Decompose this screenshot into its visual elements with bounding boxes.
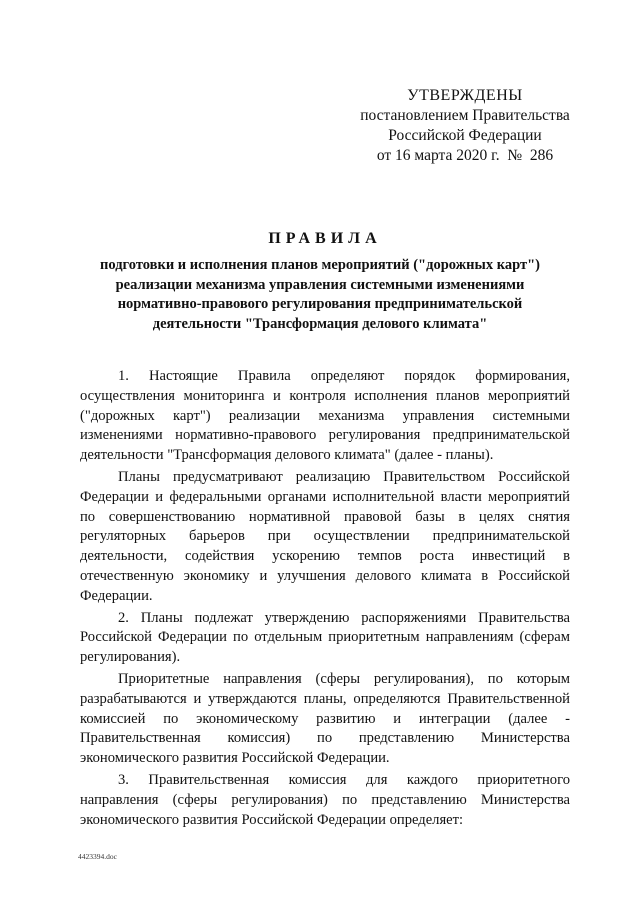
subtitle-line-2: реализации механизма управления системными изменениями <box>115 276 525 293</box>
paragraph-3: 2. Планы подлежат утверждению распоряжениями Правительства Российской Федерации по отдельным приоритетным направлениям (сферам регулирования). <box>80 609 570 666</box>
paragraph-5: 3. Правительственная комиссия для каждого приоритетного направления (сферы регулирования) по представлению Министерства экономического развития Российской Федерации определяет: <box>80 771 570 828</box>
subtitle-line-4: деятельности "Трансформация делового климата" <box>152 315 488 332</box>
file-code: 4423394.doc <box>78 852 117 861</box>
subtitle-line-1: подготовки и исполнения планов мероприятий ("дорожных карт") <box>100 257 540 273</box>
document-heading: ПРАВИЛА <box>268 230 382 247</box>
approval-block <box>330 86 600 166</box>
document-body <box>80 367 570 830</box>
document-subtitle <box>70 256 570 334</box>
paragraph-4: Приоритетные направления (сферы регулирования), по которым разрабатываются и утверждаются планы, определяются Правительственной комиссией по экономическому развитию и интеграции (далее - Правительственная комиссия) по представлению Министерства экономического развития Российской Федерации. <box>80 670 570 767</box>
approval-title: УТВЕРЖДЕНЫ <box>407 87 523 104</box>
paragraph-1: 1. Настоящие Правила определяют порядок формирования, осуществления мониторинга и контроля исполнения планов мероприятий ("дорожных карт") реализации механизма управления системными изменениями нормативно-правового регулирования предпринимательской деятельности "Трансформация делового климата" (далее - планы). <box>80 368 570 464</box>
approval-line-1: постановлением Правительства <box>360 107 570 124</box>
paragraph-2: Планы предусматривают реализацию Правительством Российской Федерации и федеральными органами исполнительной власти мероприятий по совершенствованию нормативной правовой базы в целях снятия регуляторных барьеров при осуществлении предпринимательской деятельности, содействия ускорению темпов роста инвестиций в отечественную экономику и улучшения делового климата в Российской Федерации. <box>80 468 570 604</box>
approval-line-2: Российской Федерации <box>388 127 542 144</box>
subtitle-line-3: нормативно-правового регулирования предпринимательской <box>117 296 523 312</box>
approval-date-number: от 16 марта 2020 г. № 286 <box>376 147 554 164</box>
